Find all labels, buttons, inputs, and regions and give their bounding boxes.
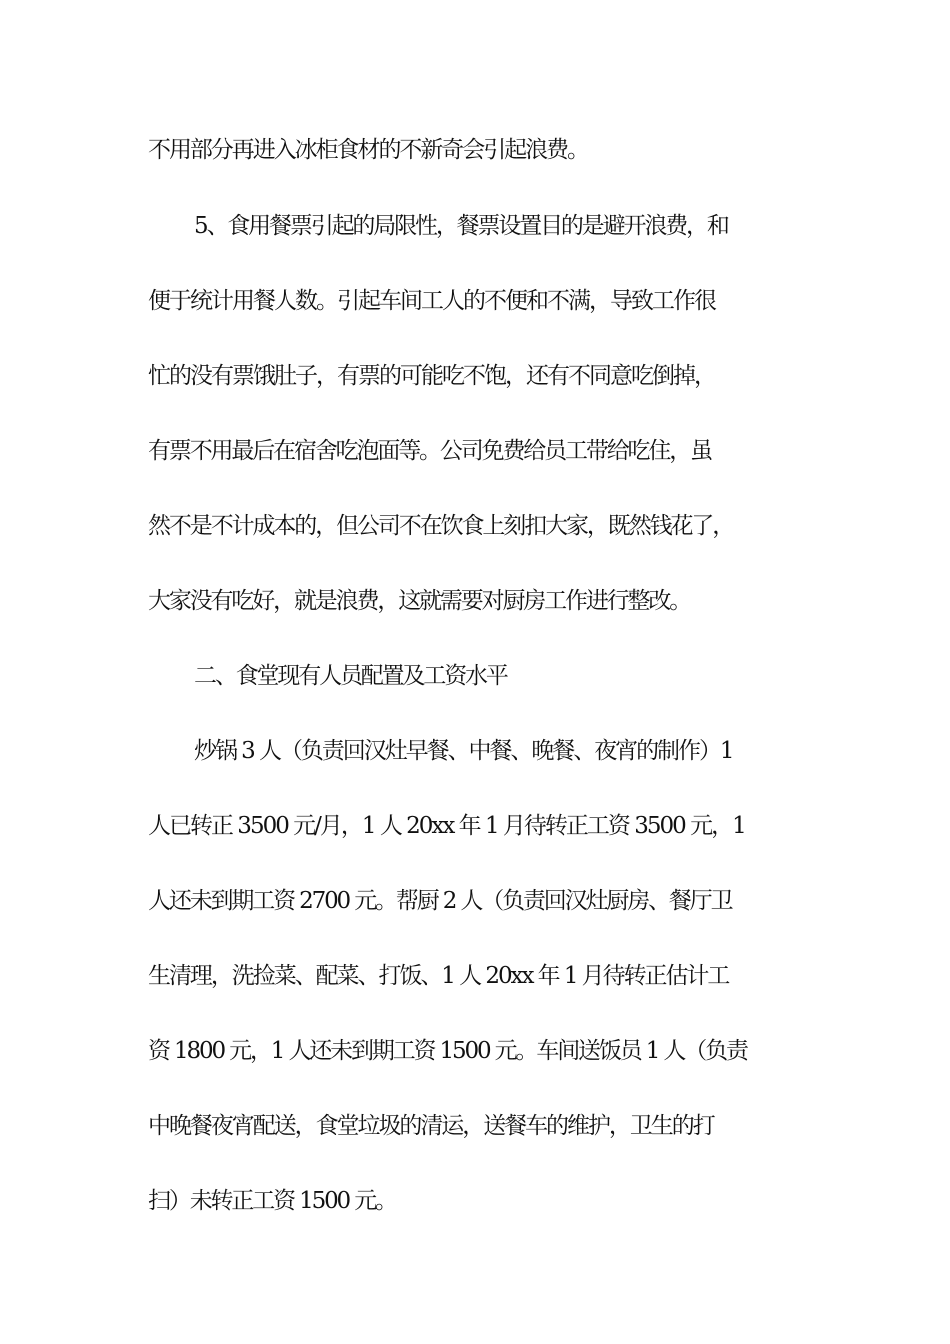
text-line: 忙的没有票饿肚子，有票的可能吃不饱，还有不同意吃倒掉， — [148, 363, 715, 389]
text-line: 生清理，洗捡菜、配菜、打饭、1 人 20xx 年 1 月待转正估计工 — [148, 963, 729, 989]
text-line: 人已转正 3500 元/月，1 人 20xx 年 1 月待转正工资 3500 元，1 — [148, 813, 745, 839]
text-line: 不用部分再进入冰柜食材的不新奇会引起浪费。 — [148, 137, 588, 163]
text-line: 人还未到期工资 2700 元。帮厨 2 人（负责回汉灶厨房、餐厅卫 — [148, 888, 732, 914]
text-line: 大家没有吃好，就是浪费，这就需要对厨房工作进行整改。 — [148, 588, 691, 614]
text-line: 便于统计用餐人数。引起车间工人的不便和不满，导致工作很 — [148, 288, 715, 314]
text-line: 5、食用餐票引起的局限性，餐票设置目的是避开浪费，和 — [194, 213, 728, 239]
text-line: 有票不用最后在宿舍吃泡面等。公司免费给员工带给吃住，虽 — [148, 438, 711, 464]
text-line: 扫）未转正工资 1500 元。 — [148, 1188, 396, 1214]
section-heading: 二、食堂现有人员配置及工资水平 — [194, 663, 507, 689]
text-line: 然不是不计成本的，但公司不在饮食上刻扣大家，既然钱花了， — [148, 513, 734, 539]
text-line: 中晚餐夜宵配送，食堂垃圾的清运，送餐车的维护，卫生的打 — [148, 1113, 714, 1139]
text-line: 资 1800 元，1 人还未到期工资 1500 元。车间送饭员 1 人（负责 — [148, 1038, 747, 1064]
text-line: 炒锅 3 人（负责回汉灶早餐、中餐、晚餐、夜宵的制作）1 — [194, 738, 733, 764]
